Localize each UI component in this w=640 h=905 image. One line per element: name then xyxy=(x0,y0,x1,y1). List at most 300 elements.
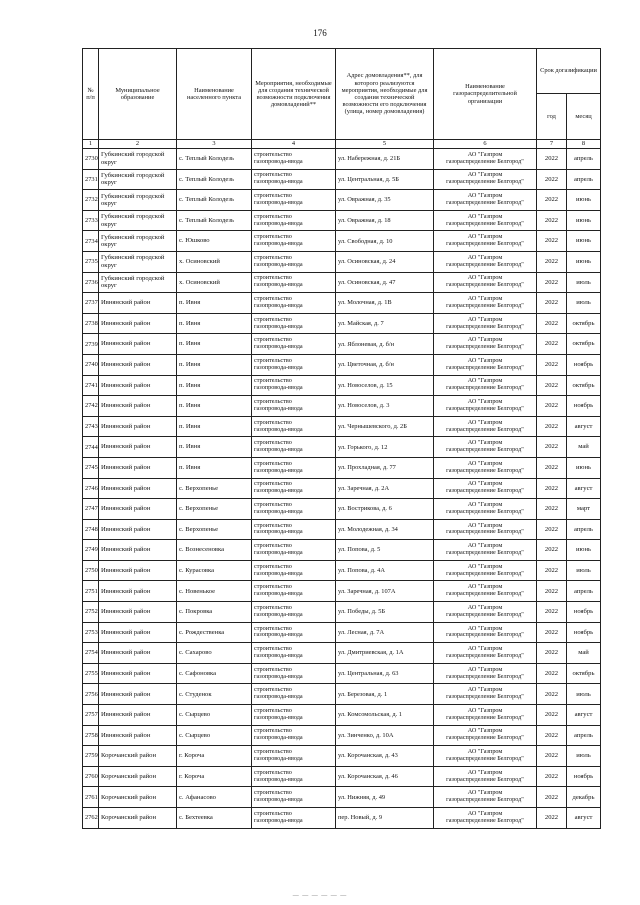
municipality-cell: Ивнянский район xyxy=(99,519,177,540)
organization-text-line: газораспределение Белгород" xyxy=(446,755,524,763)
year-cell: 2022 xyxy=(537,581,567,602)
settlement-cell: с. Сырцево xyxy=(177,725,252,746)
month-cell: ноябрь xyxy=(567,396,601,417)
year-cell: 2022 xyxy=(537,663,567,684)
activity-text-line: строительство xyxy=(254,295,292,303)
row-number: 2751 xyxy=(83,581,99,602)
table-row xyxy=(83,684,601,705)
activity-text-line: газопровода-ввода xyxy=(254,652,303,660)
year-cell: 2022 xyxy=(537,334,567,355)
address-cell: ул. Молочная, д. 1В xyxy=(336,293,434,314)
activity-text-line: строительство xyxy=(254,439,292,447)
organization-text-line: АО "Газпром xyxy=(467,583,503,591)
table-row xyxy=(83,746,601,767)
table-row xyxy=(83,787,601,808)
municipality-cell: Ивнянский район xyxy=(99,684,177,705)
municipality-cell: Корочанский район xyxy=(99,766,177,787)
activity-text-line: строительство xyxy=(254,562,292,570)
activity-text-line: газопровода-ввода xyxy=(254,425,303,433)
activity-text-line: строительство xyxy=(254,645,292,653)
organization-cell xyxy=(434,251,537,272)
organization-cell xyxy=(434,663,537,684)
row-number: 2749 xyxy=(83,540,99,561)
row-number: 2750 xyxy=(83,560,99,581)
activity-text-line: газопровода-ввода xyxy=(254,178,303,186)
organization-text-line: АО "Газпром xyxy=(467,212,503,220)
activity-text-line: газопровода-ввода xyxy=(254,466,303,474)
settlement-cell: п. Ивня xyxy=(177,437,252,458)
year-cell: 2022 xyxy=(537,499,567,520)
year-cell: 2022 xyxy=(537,190,567,211)
activity-text-line: строительство xyxy=(254,583,292,591)
year-cell: 2022 xyxy=(537,416,567,437)
organization-text-line: АО "Газпром xyxy=(467,562,503,570)
row-number: 2748 xyxy=(83,519,99,540)
organization-text-line: газораспределение Белгород" xyxy=(446,384,524,392)
municipality-cell: Губкинский городской округ xyxy=(99,210,177,231)
column-number: 3 xyxy=(177,140,252,149)
municipality-cell: Ивнянский район xyxy=(99,437,177,458)
organization-text-line: газораспределение Белгород" xyxy=(446,816,524,824)
activity-cell xyxy=(252,437,336,458)
month-cell: июнь xyxy=(567,190,601,211)
column-number: 2 xyxy=(99,140,177,149)
address-cell: ул. Комсомольская, д. 1 xyxy=(336,705,434,726)
row-number: 2755 xyxy=(83,663,99,684)
activity-text-line: газопровода-ввода xyxy=(254,734,303,742)
year-cell: 2022 xyxy=(537,766,567,787)
municipality-cell: Ивнянский район xyxy=(99,540,177,561)
organization-text-line: АО "Газпром xyxy=(467,418,503,426)
activity-text-line: газопровода-ввода xyxy=(254,363,303,371)
municipality-cell: Губкинский городской округ xyxy=(99,149,177,170)
column-numbers-row xyxy=(83,140,601,149)
month-cell: декабрь xyxy=(567,787,601,808)
organization-cell xyxy=(434,210,537,231)
row-number: 2745 xyxy=(83,457,99,478)
organization-cell xyxy=(434,272,537,293)
month-cell: август xyxy=(567,705,601,726)
row-number: 2760 xyxy=(83,766,99,787)
organization-cell xyxy=(434,622,537,643)
year-cell: 2022 xyxy=(537,540,567,561)
settlement-cell: с. Теплый Колодезь xyxy=(177,190,252,211)
organization-cell xyxy=(434,478,537,499)
table-row xyxy=(83,375,601,396)
table-row xyxy=(83,622,601,643)
header-municipality: Муниципальное образование xyxy=(99,49,177,140)
organization-text-line: газораспределение Белгород" xyxy=(446,569,524,577)
organization-cell xyxy=(434,457,537,478)
activity-text-line: строительство xyxy=(254,212,292,220)
organization-text-line: АО "Газпром xyxy=(467,645,503,653)
activity-text-line: строительство xyxy=(254,748,292,756)
municipality-cell: Ивнянский район xyxy=(99,334,177,355)
municipality-cell: Ивнянский район xyxy=(99,457,177,478)
organization-text-line: газораспределение Белгород" xyxy=(446,343,524,351)
address-cell: ул. Зинченко, д. 10А xyxy=(336,725,434,746)
municipality-cell: Ивнянский район xyxy=(99,354,177,375)
activity-cell xyxy=(252,334,336,355)
month-cell: июнь xyxy=(567,210,601,231)
organization-cell xyxy=(434,540,537,561)
month-cell: июнь xyxy=(567,251,601,272)
activity-cell xyxy=(252,581,336,602)
address-cell: ул. Нижняя, д. 49 xyxy=(336,787,434,808)
municipality-cell: Ивнянский район xyxy=(99,643,177,664)
address-cell: ул. Дмитриевская, д. 1А xyxy=(336,643,434,664)
organization-text-line: газораспределение Белгород" xyxy=(446,672,524,680)
municipality-cell: Ивнянский район xyxy=(99,663,177,684)
activity-text-line: газопровода-ввода xyxy=(254,157,303,165)
table-row xyxy=(83,457,601,478)
year-cell: 2022 xyxy=(537,149,567,170)
organization-text-line: газораспределение Белгород" xyxy=(446,240,524,248)
row-number: 2738 xyxy=(83,313,99,334)
activity-text-line: газопровода-ввода xyxy=(254,219,303,227)
month-cell: апрель xyxy=(567,725,601,746)
month-cell: ноябрь xyxy=(567,602,601,623)
municipality-cell: Корочанский район xyxy=(99,787,177,808)
activity-cell xyxy=(252,540,336,561)
organization-cell xyxy=(434,808,537,829)
activity-text-line: газопровода-ввода xyxy=(254,322,303,330)
activity-cell xyxy=(252,808,336,829)
organization-text-line: газораспределение Белгород" xyxy=(446,198,524,206)
address-cell: ул. Корочанская, д. 46 xyxy=(336,766,434,787)
year-cell: 2022 xyxy=(537,519,567,540)
address-cell: ул. Осиновская, д. 47 xyxy=(336,272,434,293)
table-row xyxy=(83,396,601,417)
activity-cell xyxy=(252,684,336,705)
year-cell: 2022 xyxy=(537,457,567,478)
activity-text-line: газопровода-ввода xyxy=(254,507,303,515)
bottom-rule: — — — — — — xyxy=(292,893,348,899)
table-row xyxy=(83,437,601,458)
address-cell: ул. Вострикова, д. 6 xyxy=(336,499,434,520)
month-cell: август xyxy=(567,416,601,437)
activity-cell xyxy=(252,457,336,478)
address-cell: ул. Горького, д. 12 xyxy=(336,437,434,458)
year-cell: 2022 xyxy=(537,725,567,746)
column-number: 1 xyxy=(83,140,99,149)
address-cell: ул. Попова, д. 4А xyxy=(336,560,434,581)
year-cell: 2022 xyxy=(537,396,567,417)
organization-text-line: газораспределение Белгород" xyxy=(446,796,524,804)
activity-text-line: строительство xyxy=(254,665,292,673)
activity-cell xyxy=(252,313,336,334)
table-row xyxy=(83,581,601,602)
activity-text-line: строительство xyxy=(254,233,292,241)
settlement-cell: с. Сахарово xyxy=(177,643,252,664)
organization-text-line: газораспределение Белгород" xyxy=(446,487,524,495)
settlement-cell: с. Бехтеевка xyxy=(177,808,252,829)
activity-text-line: газопровода-ввода xyxy=(254,240,303,248)
row-number: 2747 xyxy=(83,499,99,520)
month-cell: июнь xyxy=(567,540,601,561)
municipality-cell: Ивнянский район xyxy=(99,499,177,520)
organization-text-line: газораспределение Белгород" xyxy=(446,549,524,557)
activity-cell xyxy=(252,149,336,170)
table-row xyxy=(83,643,601,664)
row-number: 2740 xyxy=(83,354,99,375)
organization-text-line: АО "Газпром xyxy=(467,377,503,385)
table-row xyxy=(83,602,601,623)
year-cell: 2022 xyxy=(537,272,567,293)
activity-text-line: газопровода-ввода xyxy=(254,775,303,783)
activity-text-line: строительство xyxy=(254,253,292,261)
month-cell: июль xyxy=(567,272,601,293)
activity-text-line: строительство xyxy=(254,171,292,179)
municipality-cell: Ивнянский район xyxy=(99,416,177,437)
table-row xyxy=(83,663,601,684)
organization-text-line: газораспределение Белгород" xyxy=(446,425,524,433)
table-row xyxy=(83,272,601,293)
month-cell: август xyxy=(567,478,601,499)
organization-text-line: АО "Газпром xyxy=(467,500,503,508)
address-cell: ул. Корочанская, д. 43 xyxy=(336,746,434,767)
address-cell: ул. Попова, д. 5 xyxy=(336,540,434,561)
organization-cell xyxy=(434,746,537,767)
month-cell: август xyxy=(567,808,601,829)
activity-text-line: строительство xyxy=(254,789,292,797)
activity-cell xyxy=(252,375,336,396)
organization-text-line: АО "Газпром xyxy=(467,768,503,776)
municipality-cell: Губкинский городской округ xyxy=(99,251,177,272)
municipality-cell: Губкинский городской округ xyxy=(99,272,177,293)
address-cell: ул. Яблоневая, д. б/н xyxy=(336,334,434,355)
table-row xyxy=(83,251,601,272)
table-row xyxy=(83,519,601,540)
organization-cell xyxy=(434,499,537,520)
settlement-cell: с. Студенок xyxy=(177,684,252,705)
activity-cell xyxy=(252,478,336,499)
header-address: Адрес домовладения**, для которого реализуются мероприятия, необходимые для создания технической возможности его подключения (улица, номер домовладения) xyxy=(336,49,434,140)
activity-cell xyxy=(252,663,336,684)
activity-text-line: газопровода-ввода xyxy=(254,713,303,721)
organization-text-line: АО "Газпром xyxy=(467,397,503,405)
organization-text-line: АО "Газпром xyxy=(467,233,503,241)
activity-text-line: строительство xyxy=(254,686,292,694)
organization-text-line: АО "Газпром xyxy=(467,542,503,550)
organization-text-line: газораспределение Белгород" xyxy=(446,528,524,536)
settlement-cell: г. Короча xyxy=(177,766,252,787)
table-row xyxy=(83,313,601,334)
address-cell: ул. Заречная, д. 2А xyxy=(336,478,434,499)
organization-cell xyxy=(434,231,537,252)
activity-text-line: строительство xyxy=(254,706,292,714)
row-number: 2758 xyxy=(83,725,99,746)
month-cell: ноябрь xyxy=(567,766,601,787)
activity-cell xyxy=(252,251,336,272)
address-cell: ул. Овражная, д. 18 xyxy=(336,210,434,231)
municipality-cell: Ивнянский район xyxy=(99,396,177,417)
organization-text-line: АО "Газпром xyxy=(467,809,503,817)
table-row xyxy=(83,190,601,211)
column-number: 5 xyxy=(336,140,434,149)
activity-cell xyxy=(252,602,336,623)
month-cell: апрель xyxy=(567,581,601,602)
organization-text-line: АО "Газпром xyxy=(467,624,503,632)
row-number: 2735 xyxy=(83,251,99,272)
organization-text-line: газораспределение Белгород" xyxy=(446,631,524,639)
organization-text-line: газораспределение Белгород" xyxy=(446,157,524,165)
activity-text-line: строительство xyxy=(254,542,292,550)
organization-cell xyxy=(434,293,537,314)
organization-text-line: АО "Газпром xyxy=(467,192,503,200)
municipality-cell: Ивнянский район xyxy=(99,622,177,643)
address-cell: ул. Чернышевского, д. 2Б xyxy=(336,416,434,437)
row-number: 2746 xyxy=(83,478,99,499)
organization-cell xyxy=(434,416,537,437)
organization-text-line: АО "Газпром xyxy=(467,789,503,797)
activity-cell xyxy=(252,643,336,664)
month-cell: апрель xyxy=(567,519,601,540)
activity-text-line: газопровода-ввода xyxy=(254,404,303,412)
organization-cell xyxy=(434,602,537,623)
activity-text-line: строительство xyxy=(254,356,292,364)
organization-text-line: газораспределение Белгород" xyxy=(446,219,524,227)
row-number: 2752 xyxy=(83,602,99,623)
table-row xyxy=(83,149,601,170)
table-row xyxy=(83,231,601,252)
year-cell: 2022 xyxy=(537,622,567,643)
column-number: 6 xyxy=(434,140,537,149)
address-cell: ул. Свободная, д. 10 xyxy=(336,231,434,252)
organization-cell xyxy=(434,519,537,540)
organization-text-line: газораспределение Белгород" xyxy=(446,322,524,330)
year-cell: 2022 xyxy=(537,437,567,458)
municipality-cell: Ивнянский район xyxy=(99,293,177,314)
activity-text-line: строительство xyxy=(254,624,292,632)
row-number: 2753 xyxy=(83,622,99,643)
month-cell: октябрь xyxy=(567,334,601,355)
activity-text-line: строительство xyxy=(254,768,292,776)
address-cell: ул. Майская, д. 7 xyxy=(336,313,434,334)
address-cell: ул. Победы, д. 5Б xyxy=(336,602,434,623)
settlement-cell: п. Ивня xyxy=(177,396,252,417)
row-number: 2754 xyxy=(83,643,99,664)
municipality-cell: Ивнянский район xyxy=(99,581,177,602)
year-cell: 2022 xyxy=(537,478,567,499)
row-number: 2741 xyxy=(83,375,99,396)
month-cell: июль xyxy=(567,746,601,767)
address-cell: ул. Центральная, д. 63 xyxy=(336,663,434,684)
municipality-cell: Губкинский городской округ xyxy=(99,169,177,190)
settlement-cell: п. Ивня xyxy=(177,293,252,314)
address-cell: ул. Прохладная, д. 77 xyxy=(336,457,434,478)
settlement-cell: с. Юшково xyxy=(177,231,252,252)
month-cell: май xyxy=(567,643,601,664)
municipality-cell: Корочанский район xyxy=(99,746,177,767)
year-cell: 2022 xyxy=(537,375,567,396)
address-cell: ул. Набережная, д. 21Б xyxy=(336,149,434,170)
activity-text-line: строительство xyxy=(254,150,292,158)
activity-text-line: строительство xyxy=(254,315,292,323)
activity-text-line: газопровода-ввода xyxy=(254,796,303,804)
table-row xyxy=(83,540,601,561)
organization-text-line: газораспределение Белгород" xyxy=(446,610,524,618)
organization-text-line: АО "Газпром xyxy=(467,706,503,714)
month-cell: июль xyxy=(567,684,601,705)
table-row xyxy=(83,210,601,231)
year-cell: 2022 xyxy=(537,684,567,705)
row-number: 2732 xyxy=(83,190,99,211)
organization-cell xyxy=(434,787,537,808)
activity-cell xyxy=(252,396,336,417)
year-cell: 2022 xyxy=(537,313,567,334)
organization-text-line: АО "Газпром xyxy=(467,315,503,323)
row-number: 2756 xyxy=(83,684,99,705)
page-number: 176 xyxy=(313,28,327,38)
row-number: 2730 xyxy=(83,149,99,170)
year-cell: 2022 xyxy=(537,293,567,314)
organization-text-line: АО "Газпром xyxy=(467,459,503,467)
municipality-cell: Губкинский городской округ xyxy=(99,190,177,211)
row-number: 2733 xyxy=(83,210,99,231)
address-cell: ул. Осиновская, д. 24 xyxy=(336,251,434,272)
activity-text-line: газопровода-ввода xyxy=(254,446,303,454)
municipality-cell: Губкинский городской округ xyxy=(99,231,177,252)
activity-text-line: газопровода-ввода xyxy=(254,301,303,309)
activity-cell xyxy=(252,354,336,375)
organization-text-line: газораспределение Белгород" xyxy=(446,404,524,412)
organization-cell xyxy=(434,725,537,746)
year-cell: 2022 xyxy=(537,354,567,375)
address-cell: ул. Цветочная, д. б/н xyxy=(336,354,434,375)
table-row xyxy=(83,354,601,375)
organization-text-line: АО "Газпром xyxy=(467,253,503,261)
organization-text-line: газораспределение Белгород" xyxy=(446,178,524,186)
activity-cell xyxy=(252,416,336,437)
activity-text-line: газопровода-ввода xyxy=(254,693,303,701)
address-cell: ул. Березовая, д. 1 xyxy=(336,684,434,705)
municipality-cell: Ивнянский район xyxy=(99,602,177,623)
month-cell: октябрь xyxy=(567,313,601,334)
month-cell: июнь xyxy=(567,457,601,478)
month-cell: март xyxy=(567,499,601,520)
organization-cell xyxy=(434,169,537,190)
row-number: 2739 xyxy=(83,334,99,355)
activity-text-line: строительство xyxy=(254,336,292,344)
settlement-cell: с. Верхопенье xyxy=(177,519,252,540)
municipality-cell: Ивнянский район xyxy=(99,725,177,746)
activity-text-line: строительство xyxy=(254,809,292,817)
activity-text-line: газопровода-ввода xyxy=(254,755,303,763)
organization-text-line: газораспределение Белгород" xyxy=(446,301,524,309)
organization-cell xyxy=(434,396,537,417)
activity-text-line: газопровода-ввода xyxy=(254,487,303,495)
organization-text-line: АО "Газпром xyxy=(467,521,503,529)
table-row xyxy=(83,560,601,581)
year-cell: 2022 xyxy=(537,560,567,581)
address-cell: ул. Центральная, д. 5Б xyxy=(336,169,434,190)
settlement-cell: с. Верхопенье xyxy=(177,499,252,520)
municipality-cell: Ивнянский район xyxy=(99,560,177,581)
organization-cell xyxy=(434,437,537,458)
activity-cell xyxy=(252,766,336,787)
organization-text-line: АО "Газпром xyxy=(467,686,503,694)
activity-cell xyxy=(252,705,336,726)
organization-cell xyxy=(434,766,537,787)
settlement-cell: с. Теплый Колодезь xyxy=(177,169,252,190)
address-cell: ул. Молодежная, д. 34 xyxy=(336,519,434,540)
activity-cell xyxy=(252,499,336,520)
row-number: 2734 xyxy=(83,231,99,252)
organization-cell xyxy=(434,560,537,581)
activity-text-line: строительство xyxy=(254,727,292,735)
table-row xyxy=(83,808,601,829)
